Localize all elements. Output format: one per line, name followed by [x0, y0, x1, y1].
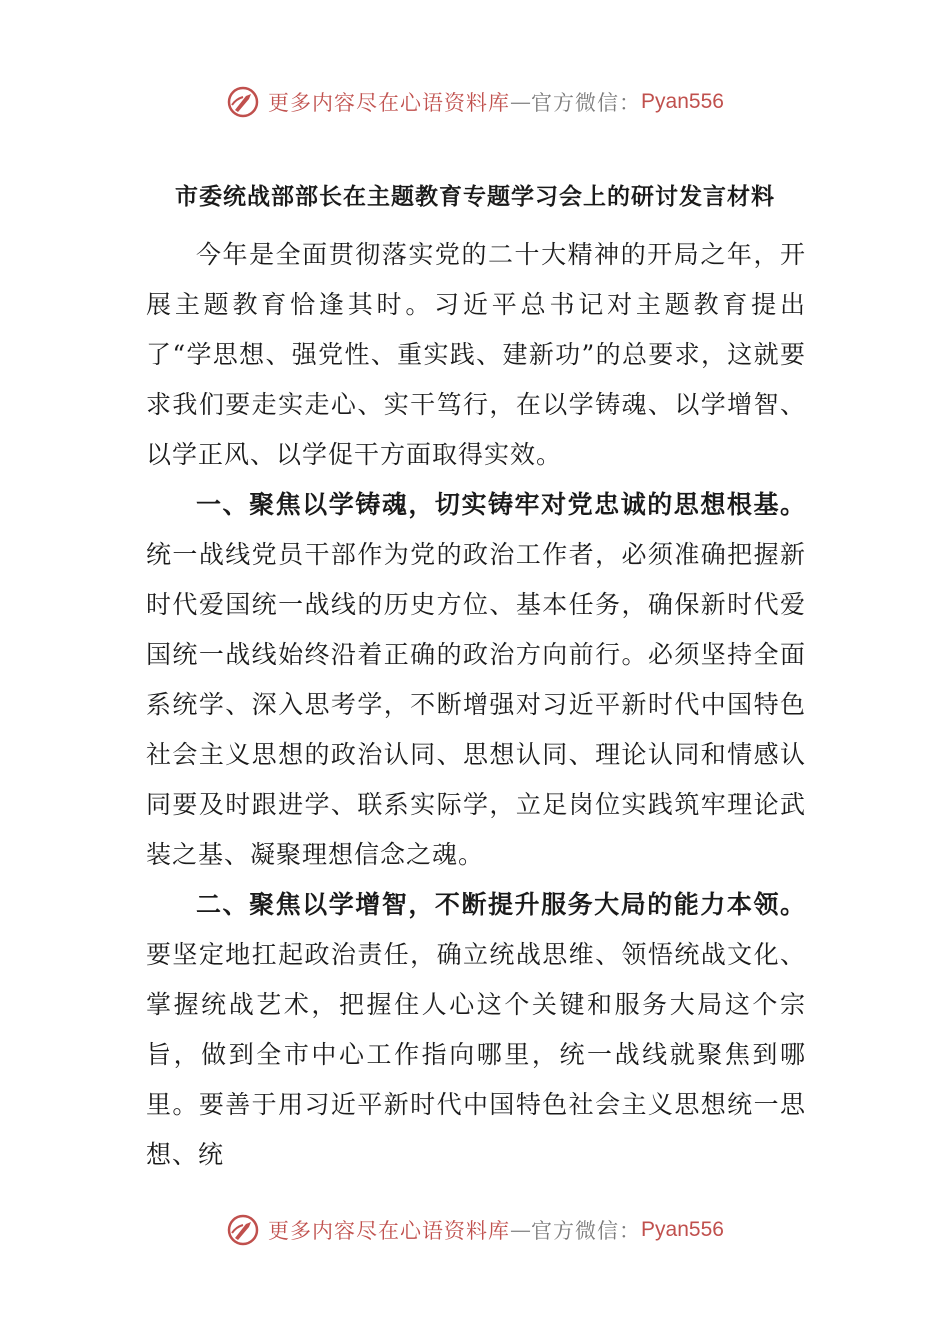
paragraph [146, 880, 806, 1180]
banner-dash: — [510, 1218, 532, 1242]
paragraph-heading: 一、聚焦以学铸魂，切实铸牢对党忠诚的思想根基。 [196, 490, 806, 519]
paragraph [146, 230, 806, 480]
paragraph [146, 480, 806, 880]
paragraph-text: 要坚定地扛起政治责任，确立统战思维、领悟统战文化、掌握统战艺术，把握住人心这个关键和服务大局这个宗旨，做到全市中心工作指向哪里，统一战线就聚焦到哪里。要善于用习近平新时代中国特色社会主义思想统一思想、统 [146, 940, 806, 1169]
banner-wechat-label: 官方微信： [531, 1219, 642, 1243]
paragraph-text: 统一战线党员干部作为党的政治工作者，必须准确把握新时代爱国统一战线的历史方位、基本任务，确保新时代爱国统一战线始终沿着正确的政治方向前行。必须坚持全面系统学、深入思考学，不断增强对习近平新时代中国特色社会主义思想的政治认同、思想认同、理论认同和情感认同要及时跟进学、联系实际学，立足岗位实践筑牢理论武装之基、凝聚理想信念之魂。 [146, 540, 806, 869]
banner-wechat-label: 官方微信： [531, 91, 642, 115]
pen-nib-logo-icon [226, 85, 260, 119]
banner-text: 更多内容尽在心语资料库 [268, 1219, 511, 1243]
header-banner [0, 82, 950, 122]
banner-text: 更多内容尽在心语资料库 [268, 91, 511, 115]
banner-wechat-id: Pyan556 [641, 90, 724, 113]
pen-nib-logo-icon [226, 1213, 260, 1247]
paragraph-text: 今年是全面贯彻落实党的二十大精神的开局之年，开展主题教育恰逢其时。习近平总书记对主题教育提出了“学思想、强党性、重实践、建新功”的总要求，这就要求我们要走实走心、实干笃行，在以学铸魂、以学增智、以学正风、以学促干方面取得实效。 [146, 240, 806, 469]
document-title: 市委统战部部长在主题教育专题学习会上的研讨发言材料 [175, 184, 775, 210]
banner-dash: — [510, 90, 532, 114]
banner-wechat-id: Pyan556 [641, 1218, 724, 1241]
document-body [146, 230, 806, 1180]
paragraph-heading: 二、聚焦以学增智，不断提升服务大局的能力本领。 [196, 890, 806, 919]
footer-banner [0, 1210, 950, 1250]
